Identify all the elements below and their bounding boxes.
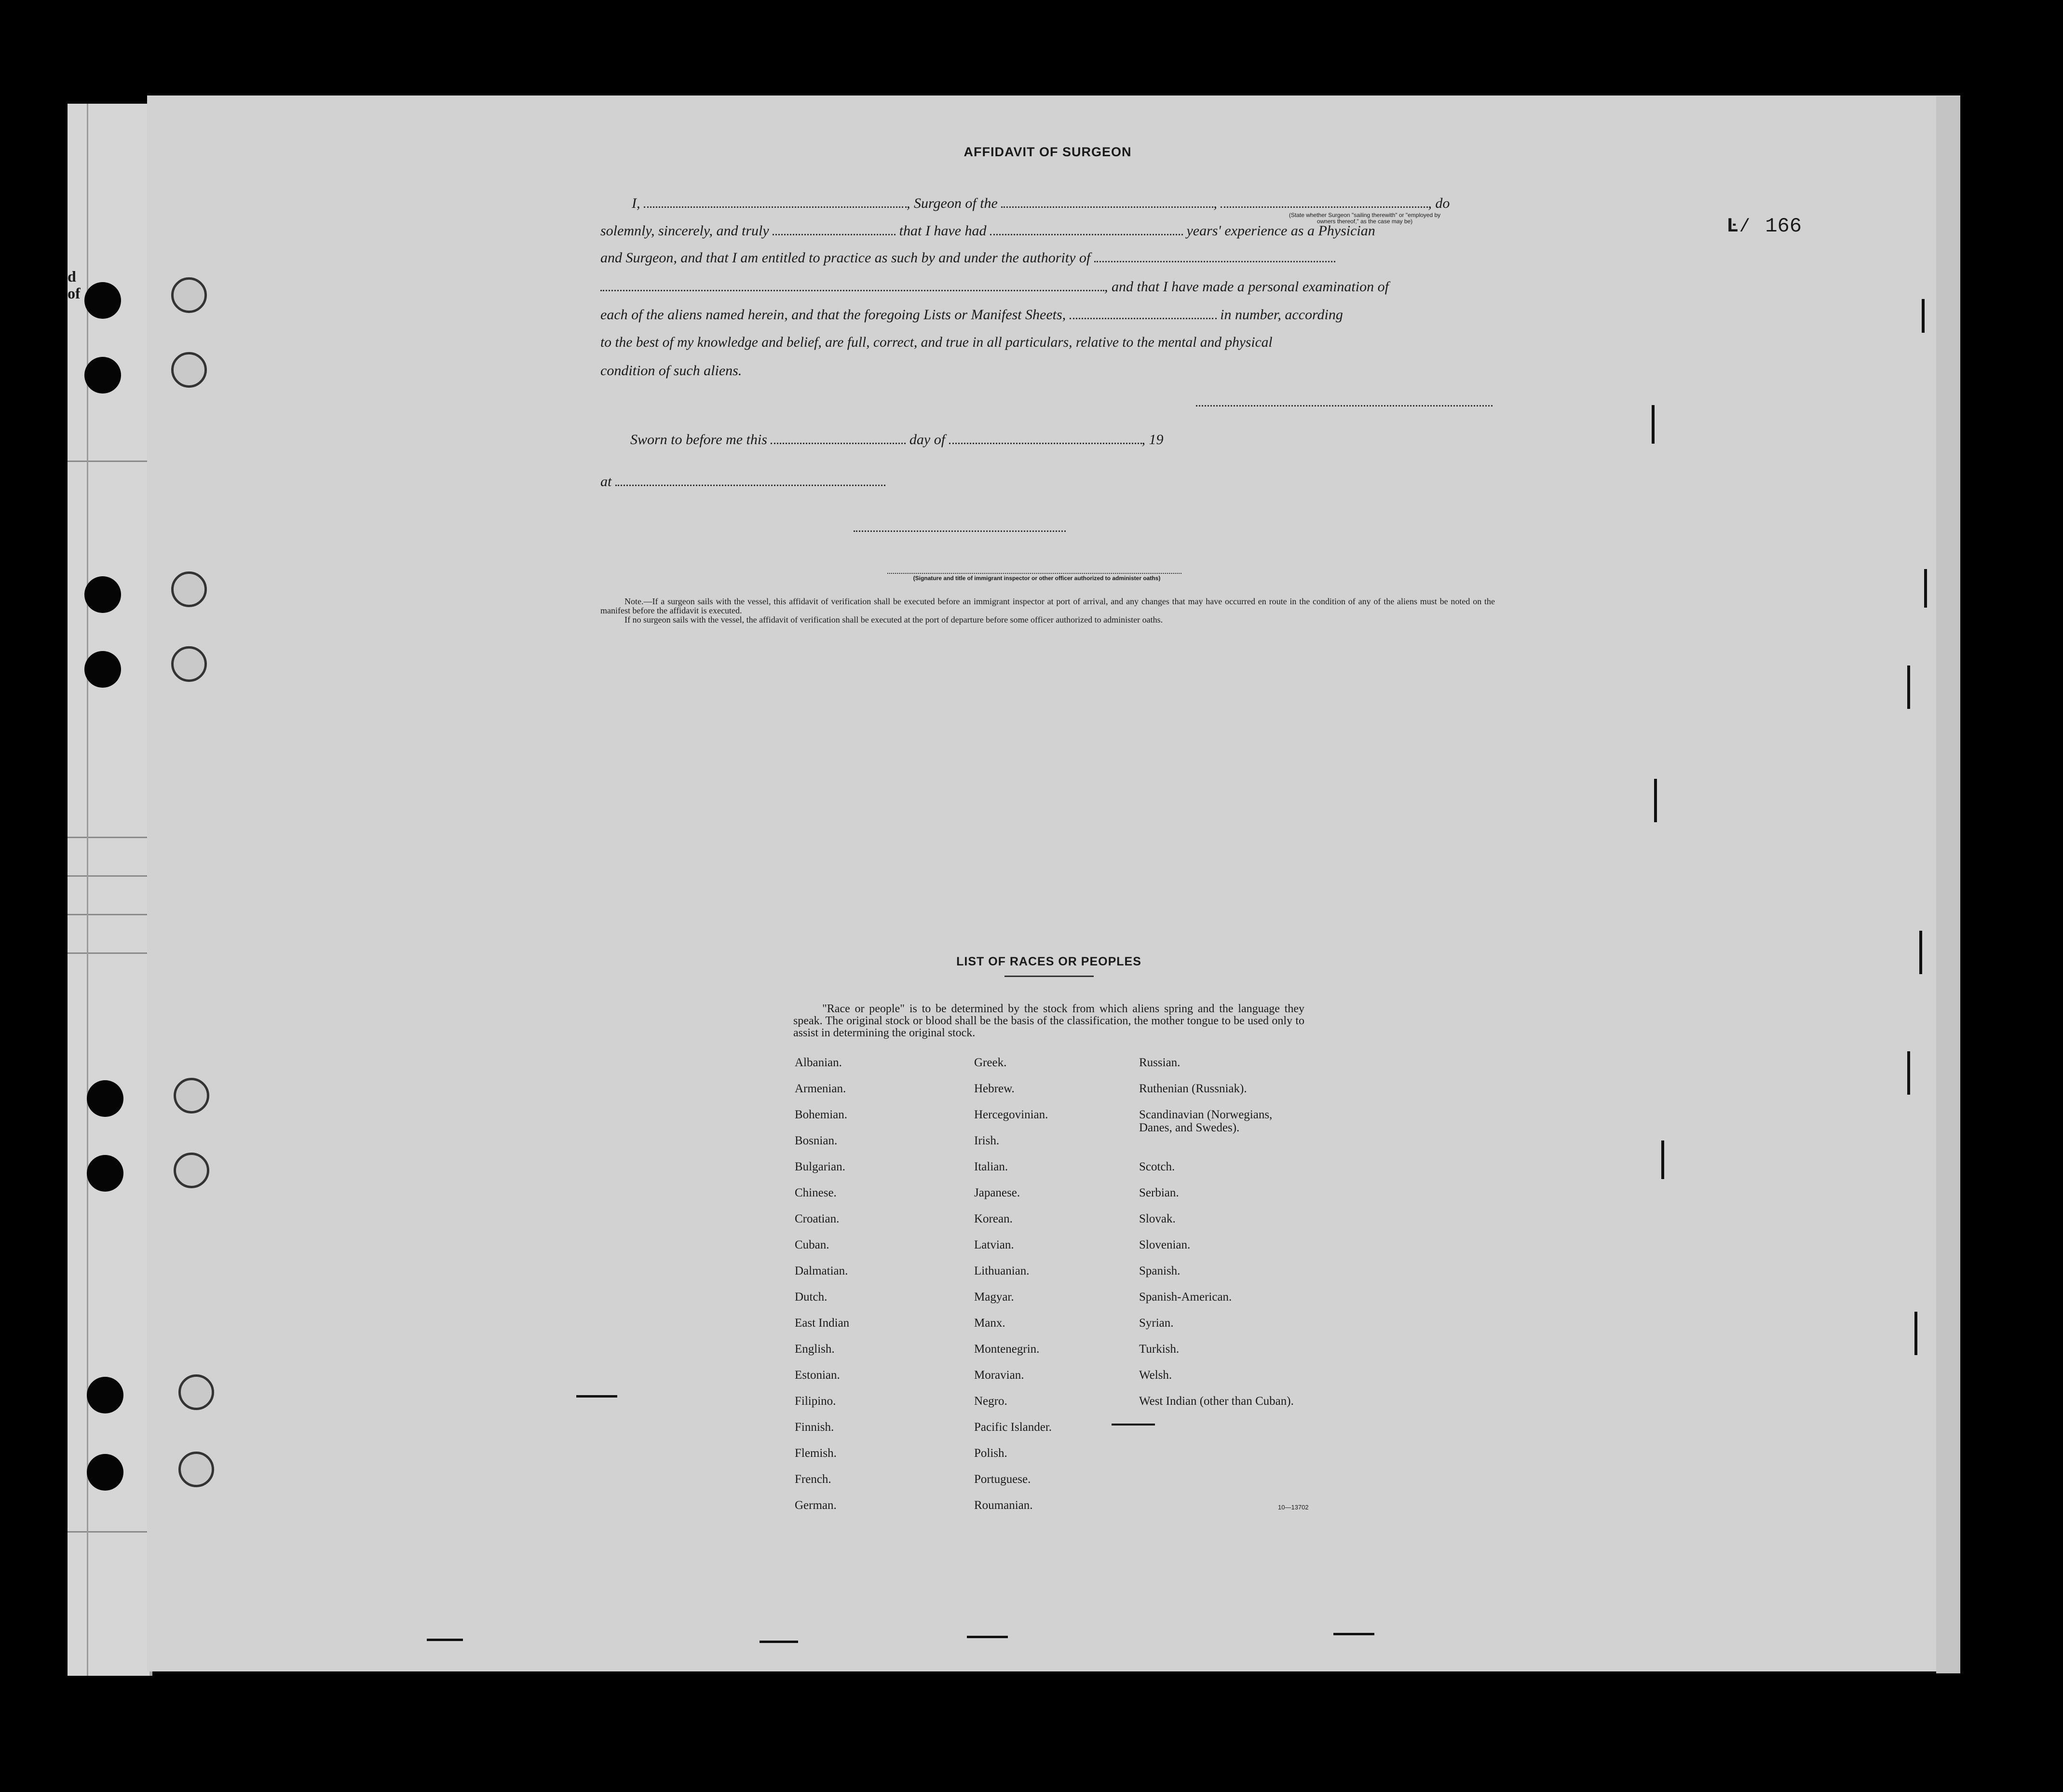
race-item: Syrian. bbox=[1139, 1317, 1174, 1330]
text: day of bbox=[909, 432, 946, 448]
prev-page-fragment: of bbox=[68, 285, 81, 302]
punch-hole bbox=[84, 576, 121, 613]
race-item: Polish. bbox=[974, 1447, 1007, 1460]
race-item: Bulgarian. bbox=[795, 1160, 845, 1173]
text: each of the aliens named herein, and that the foregoing Lists or Manifest Sheets, bbox=[600, 307, 1066, 323]
text: years' experience as a Physician bbox=[1186, 223, 1375, 239]
signature-caption: (Signature and title of immigrant inspector or other officer authorized to administer oaths) bbox=[913, 575, 1161, 582]
affidavit-line-5 bbox=[600, 307, 1495, 323]
punch-hole bbox=[87, 1377, 123, 1413]
race-item bbox=[1139, 1473, 1308, 1499]
race-item: Spanish-American. bbox=[1139, 1290, 1232, 1303]
race-item: Spanish. bbox=[1139, 1264, 1181, 1277]
race-item: Italian. bbox=[974, 1160, 1008, 1173]
inspector-signature-blank[interactable] bbox=[854, 526, 1066, 532]
margin-mark bbox=[1907, 665, 1910, 709]
punch-hole-ghost bbox=[178, 1374, 214, 1410]
text: in number, according bbox=[1220, 307, 1343, 323]
text: , Surgeon of the bbox=[907, 195, 998, 211]
years-blank[interactable] bbox=[990, 229, 1183, 235]
month-blank[interactable] bbox=[949, 438, 1142, 444]
text: , 19 bbox=[1141, 432, 1164, 448]
race-item: Chinese. bbox=[795, 1186, 837, 1199]
punch-hole-ghost bbox=[174, 1078, 209, 1113]
race-item: Bosnian. bbox=[795, 1134, 838, 1147]
punch-hole-ghost bbox=[171, 646, 207, 682]
punch-hole-ghost bbox=[171, 352, 207, 388]
race-item: Serbian. bbox=[1139, 1186, 1179, 1199]
race-item: Montenegrin. bbox=[974, 1343, 1040, 1356]
punch-hole bbox=[87, 1454, 123, 1491]
race-item: Roumanian. bbox=[974, 1499, 1033, 1512]
margin-mark bbox=[1924, 569, 1927, 608]
punch-hole-ghost bbox=[174, 1153, 209, 1188]
race-item: West Indian (other than Cuban). bbox=[1139, 1395, 1294, 1408]
sworn-line bbox=[600, 432, 1495, 448]
race-item: Russian. bbox=[1139, 1056, 1181, 1069]
race-item: Greek. bbox=[974, 1056, 1007, 1069]
punch-hole-ghost bbox=[171, 277, 207, 313]
affidavit-line-7: condition of such aliens. bbox=[600, 363, 742, 379]
races-column-2 bbox=[974, 1056, 1133, 1525]
note-text: (State whether Surgeon "sailing therewith" or "employed by bbox=[1289, 212, 1441, 218]
affidavit-header bbox=[600, 145, 1495, 160]
races-column-3 bbox=[1139, 1056, 1308, 1525]
race-item: Irish. bbox=[974, 1134, 1000, 1147]
text: at bbox=[600, 474, 612, 489]
race-item: Hercegovinian. bbox=[974, 1108, 1048, 1121]
race-item: Moravian. bbox=[974, 1369, 1024, 1382]
race-item bbox=[1139, 1499, 1308, 1525]
punch-hole bbox=[87, 1080, 123, 1117]
margin-mark bbox=[576, 1395, 617, 1398]
text: , do bbox=[1428, 195, 1450, 211]
margin-mark bbox=[1907, 1051, 1910, 1095]
title-rule bbox=[1004, 976, 1094, 977]
race-item: Manx. bbox=[974, 1317, 1005, 1330]
race-item: Scandinavian (Norwegians, Danes, and Swedes). bbox=[1139, 1108, 1273, 1134]
inspector-title-blank[interactable] bbox=[887, 568, 1181, 574]
race-item: Armenian. bbox=[795, 1082, 846, 1095]
races-header bbox=[793, 955, 1304, 977]
margin-mark bbox=[1333, 1633, 1374, 1635]
race-item: Negro. bbox=[974, 1395, 1007, 1408]
text: solemnly, sincerely, and truly bbox=[600, 223, 769, 239]
print-code: 10—13702 bbox=[1278, 1504, 1309, 1511]
race-item: Slovak. bbox=[1139, 1212, 1176, 1225]
punch-hole bbox=[87, 1155, 123, 1192]
margin-mark bbox=[1661, 1140, 1664, 1179]
margin-mark bbox=[1914, 1312, 1917, 1355]
race-item: Dutch. bbox=[795, 1290, 828, 1303]
race-item: Korean. bbox=[974, 1212, 1013, 1225]
authority-blank[interactable] bbox=[1094, 256, 1335, 262]
race-item: German. bbox=[795, 1499, 837, 1512]
race-item bbox=[1139, 1421, 1308, 1447]
margin-mark bbox=[1654, 779, 1657, 822]
margin-mark bbox=[967, 1636, 1008, 1638]
note-paragraph-2: If no surgeon sails with the vessel, the affidavit of verification shall be executed at the port of departure before some officer authorized to administer oaths. bbox=[624, 615, 1163, 624]
race-item bbox=[1139, 1447, 1308, 1473]
race-item: Albanian. bbox=[795, 1056, 842, 1069]
race-item: Dalmatian. bbox=[795, 1264, 848, 1277]
punch-hole bbox=[84, 651, 121, 688]
race-item: Scotch. bbox=[1139, 1160, 1175, 1173]
race-item: Flemish. bbox=[795, 1447, 837, 1460]
punch-hole-ghost bbox=[178, 1452, 214, 1487]
race-item: Cuban. bbox=[795, 1238, 829, 1251]
races-title: LIST OF RACES OR PEOPLES bbox=[956, 955, 1141, 968]
race-item: Filipino. bbox=[795, 1395, 836, 1408]
affidavit-line-1 bbox=[600, 195, 1495, 212]
affidavit-title: AFFIDAVIT OF SURGEON bbox=[964, 145, 1132, 159]
race-item: Bohemian. bbox=[795, 1108, 848, 1121]
races-intro: "Race or people" is to be determined by the stock from which aliens spring and the language they speak. The original stock or blood shall be the basis of the classification, the mother tongue to be used only to assist in determining the original stock. bbox=[793, 1003, 1304, 1039]
at-line bbox=[600, 474, 1495, 490]
affidavit-line-6: to the best of my knowledge and belief, are full, correct, and true in all particulars, relative to the mental and physical bbox=[600, 335, 1273, 350]
race-item: Pacific Islander. bbox=[974, 1421, 1052, 1434]
name-blank[interactable] bbox=[644, 202, 907, 208]
text: that I have had bbox=[899, 223, 987, 239]
text: and Surgeon, and that I am entitled to practice as such by and under the authority of bbox=[600, 250, 1091, 266]
race-item: Finnish. bbox=[795, 1421, 834, 1434]
authority-blank-2[interactable] bbox=[600, 285, 1104, 291]
race-item: Hebrew. bbox=[974, 1082, 1015, 1095]
race-item: Magyar. bbox=[974, 1290, 1014, 1303]
punch-hole bbox=[84, 357, 121, 394]
race-item: Croatian. bbox=[795, 1212, 840, 1225]
affidavit-line-4 bbox=[600, 279, 1495, 295]
race-item: Welsh. bbox=[1139, 1369, 1172, 1382]
race-item: Ruthenian (Russniak). bbox=[1139, 1082, 1247, 1095]
day-blank[interactable] bbox=[771, 438, 906, 444]
blank[interactable] bbox=[773, 229, 896, 235]
text: , bbox=[1213, 195, 1217, 211]
page-edge bbox=[1936, 96, 1960, 1673]
affidavit-line-2 bbox=[600, 223, 1495, 239]
vessel-blank[interactable] bbox=[1001, 202, 1213, 208]
margin-mark bbox=[1919, 931, 1922, 974]
race-item: Latvian. bbox=[974, 1238, 1014, 1251]
place-blank[interactable] bbox=[615, 480, 885, 486]
race-item: Slovenian. bbox=[1139, 1238, 1191, 1251]
race-item: Lithuanian. bbox=[974, 1264, 1030, 1277]
previous-page-strip bbox=[68, 104, 152, 1676]
race-item bbox=[1139, 1134, 1308, 1160]
note-paragraph-1: Note.—If a surgeon sails with the vessel, this affidavit of verification shall be executed before an immigrant inspector at port of arrival, and any changes that may have occurred en route in the condition of any of the aliens must be noted on the manifest before the affidavit is executed. bbox=[600, 597, 1495, 615]
margin-mark bbox=[1652, 405, 1655, 444]
stamp-number: 166 bbox=[1765, 215, 1802, 238]
race-item: Estonian. bbox=[795, 1369, 840, 1382]
punch-hole bbox=[84, 282, 121, 319]
surgeon-signature-blank[interactable] bbox=[1196, 400, 1493, 407]
races-column-1 bbox=[795, 1056, 968, 1525]
race-item: Portuguese. bbox=[974, 1473, 1031, 1486]
text: I, bbox=[632, 195, 640, 211]
race-item: English. bbox=[795, 1343, 835, 1356]
margin-mark bbox=[1922, 299, 1925, 333]
text: , and that I have made a personal examination of bbox=[1104, 279, 1389, 295]
text: Sworn to before me this bbox=[630, 432, 767, 448]
prev-page-fragment: d bbox=[68, 268, 76, 285]
surgeon-status-blank[interactable] bbox=[1221, 202, 1428, 208]
punch-hole-ghost bbox=[171, 571, 207, 607]
race-item: Turkish. bbox=[1139, 1343, 1180, 1356]
race-item: Japanese. bbox=[974, 1186, 1020, 1199]
margin-mark bbox=[427, 1639, 463, 1641]
race-item: East Indian bbox=[795, 1317, 850, 1330]
note-text: owners thereof," as the case may be) bbox=[1317, 218, 1413, 225]
margin-mark bbox=[760, 1641, 798, 1643]
affidavit-line-3 bbox=[600, 250, 1495, 266]
page-stamp: Ŀ∕ 166 bbox=[1726, 215, 1802, 238]
sheet-count-blank[interactable] bbox=[1070, 313, 1217, 319]
race-item: French. bbox=[795, 1473, 831, 1486]
